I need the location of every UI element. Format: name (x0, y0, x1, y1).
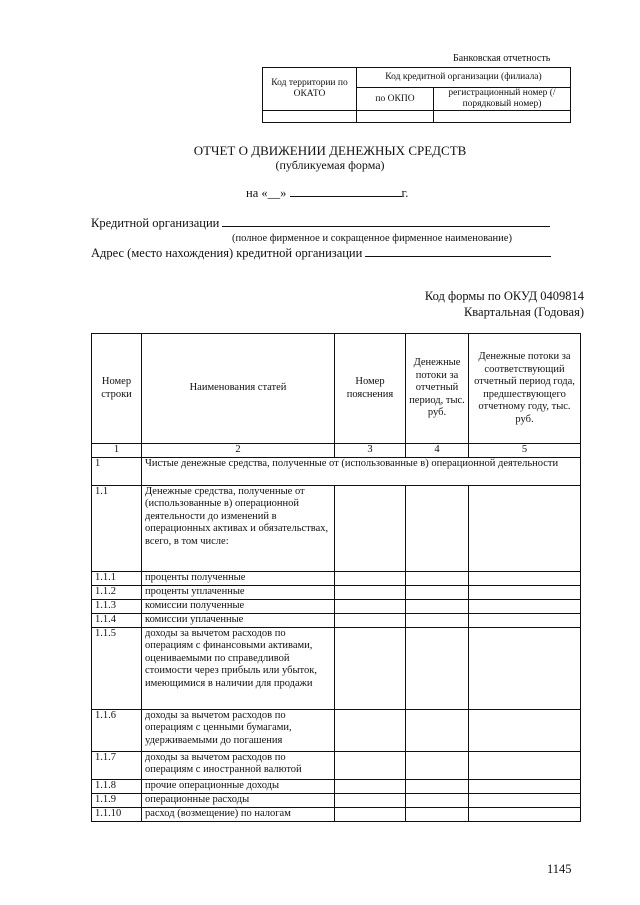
table-row (92, 585, 581, 599)
section-row (92, 457, 581, 485)
col-number: 5 (469, 444, 581, 458)
org-name-hint: (полное фирменное и сокращенное фирменное наименование) (232, 233, 512, 244)
report-period: Квартальная (Годовая) (463, 305, 584, 319)
row-label: проценты полученные (142, 571, 335, 585)
note-cell[interactable] (335, 627, 406, 709)
current-value-cell[interactable] (406, 485, 469, 571)
current-value-cell[interactable] (406, 807, 469, 821)
table-row (92, 751, 581, 779)
cash-flow-table (91, 333, 581, 822)
current-value-cell[interactable] (406, 751, 469, 779)
okpo-value[interactable] (357, 111, 434, 123)
col-number: 2 (142, 444, 335, 458)
row-number: 1.1.9 (92, 793, 142, 807)
row-label: проценты уплаченные (142, 585, 335, 599)
table-row (92, 571, 581, 585)
current-value-cell[interactable] (406, 571, 469, 585)
row-number: 1.1.4 (92, 613, 142, 627)
row-label: Денежные средства, полученные от (использованные в) операционной деятельности до изменений в операционных активах и обязательствах, всего, в том числе: (142, 485, 335, 571)
row-label: комиссии полученные (142, 599, 335, 613)
row-label: доходы за вычетом расходов по операциям с финансовыми активами, оцениваемыми по справедливой стоимости через прибыль или убыток, имеющимися в наличии для продажи (142, 627, 335, 709)
row-number: 1 (92, 457, 142, 485)
report-date (246, 186, 408, 201)
row-label: доходы за вычетом расходов по операциям с ценными бумагами, удерживаемыми до погашения (142, 709, 335, 751)
row-number: 1.1.6 (92, 709, 142, 751)
current-value-cell[interactable] (406, 585, 469, 599)
col-number: 3 (335, 444, 406, 458)
row-number: 1.1.7 (92, 751, 142, 779)
previous-value-cell[interactable] (469, 751, 581, 779)
row-number: 1.1.2 (92, 585, 142, 599)
address-label: Адрес (место нахождения) кредитной организации (91, 246, 363, 260)
col-number: 4 (406, 444, 469, 458)
row-number: 1.1 (92, 485, 142, 571)
okud-code: Код формы по ОКУД 0409814 (424, 289, 584, 303)
org-label: Кредитной организации (91, 216, 220, 230)
note-cell[interactable] (335, 599, 406, 613)
col-number: 1 (92, 444, 142, 458)
page-subtitle: (публикуемая форма) (275, 158, 385, 172)
note-cell[interactable] (335, 807, 406, 821)
note-cell[interactable] (335, 779, 406, 793)
date-suffix: г. (401, 186, 409, 200)
header-item-names: Наименования статей (142, 334, 335, 444)
row-number: 1.1.5 (92, 627, 142, 709)
section-title: Чистые денежные средства, полученные от (использованные в) операционной деятельности (142, 457, 581, 485)
page-title: ОТЧЕТ О ДВИЖЕНИИ ДЕНЕЖНЫХ СРЕДСТВ (193, 143, 467, 158)
previous-value-cell[interactable] (469, 613, 581, 627)
org-name-field[interactable] (222, 226, 550, 227)
current-value-cell[interactable] (406, 627, 469, 709)
row-label: доходы за вычетом расходов по операциям с иностранной валютой (142, 751, 335, 779)
code-territory-value[interactable] (263, 111, 357, 123)
previous-value-cell[interactable] (469, 585, 581, 599)
okpo-header: по ОКПО (357, 88, 434, 111)
previous-value-cell[interactable] (469, 485, 581, 571)
current-value-cell[interactable] (406, 709, 469, 751)
codes-table (262, 67, 571, 123)
previous-value-cell[interactable] (469, 807, 581, 821)
reg-number-header: регистрационный номер (/порядковый номер) (434, 88, 571, 111)
bank-reporting-label: Банковская отчетность (453, 53, 551, 64)
current-value-cell[interactable] (406, 779, 469, 793)
note-cell[interactable] (335, 793, 406, 807)
code-territory-header: Код территории по ОКАТО (263, 68, 357, 111)
previous-value-cell[interactable] (469, 599, 581, 613)
table-row (92, 807, 581, 821)
page-number: 1145 (547, 862, 572, 876)
note-cell[interactable] (335, 585, 406, 599)
row-number: 1.1.1 (92, 571, 142, 585)
table-row (92, 627, 581, 709)
address-field[interactable] (365, 256, 551, 257)
table-row (92, 485, 581, 571)
date-field[interactable] (290, 196, 402, 197)
org-name-row (91, 216, 550, 231)
note-cell[interactable] (335, 751, 406, 779)
header-previous-period: Денежные потоки за соответствующий отчетный период года, предшествующего отчетному году, тыс. руб. (469, 334, 581, 444)
row-label: расход (возмещение) по налогам (142, 807, 335, 821)
row-number: 1.1.10 (92, 807, 142, 821)
row-label: операционные расходы (142, 793, 335, 807)
current-value-cell[interactable] (406, 793, 469, 807)
previous-value-cell[interactable] (469, 571, 581, 585)
header-current-period: Денежные потоки за отчетный период, тыс. руб. (406, 334, 469, 444)
note-cell[interactable] (335, 613, 406, 627)
table-row (92, 793, 581, 807)
reg-number-value[interactable] (434, 111, 571, 123)
table-row (92, 709, 581, 751)
current-value-cell[interactable] (406, 599, 469, 613)
header-row-number: Номер строки (92, 334, 142, 444)
date-prefix: на «__» (246, 186, 287, 200)
note-cell[interactable] (335, 485, 406, 571)
previous-value-cell[interactable] (469, 627, 581, 709)
row-label: комиссии уплаченные (142, 613, 335, 627)
note-cell[interactable] (335, 709, 406, 751)
code-org-header: Код кредитной организации (филиала) (357, 68, 571, 88)
table-row (92, 613, 581, 627)
table-row (92, 599, 581, 613)
note-cell[interactable] (335, 571, 406, 585)
current-value-cell[interactable] (406, 613, 469, 627)
table-row (92, 779, 581, 793)
row-number: 1.1.3 (92, 599, 142, 613)
row-number: 1.1.8 (92, 779, 142, 793)
previous-value-cell[interactable] (469, 779, 581, 793)
previous-value-cell[interactable] (469, 793, 581, 807)
address-row (91, 246, 551, 261)
previous-value-cell[interactable] (469, 709, 581, 751)
header-note-number: Номер пояснения (335, 334, 406, 444)
row-label: прочие операционные доходы (142, 779, 335, 793)
